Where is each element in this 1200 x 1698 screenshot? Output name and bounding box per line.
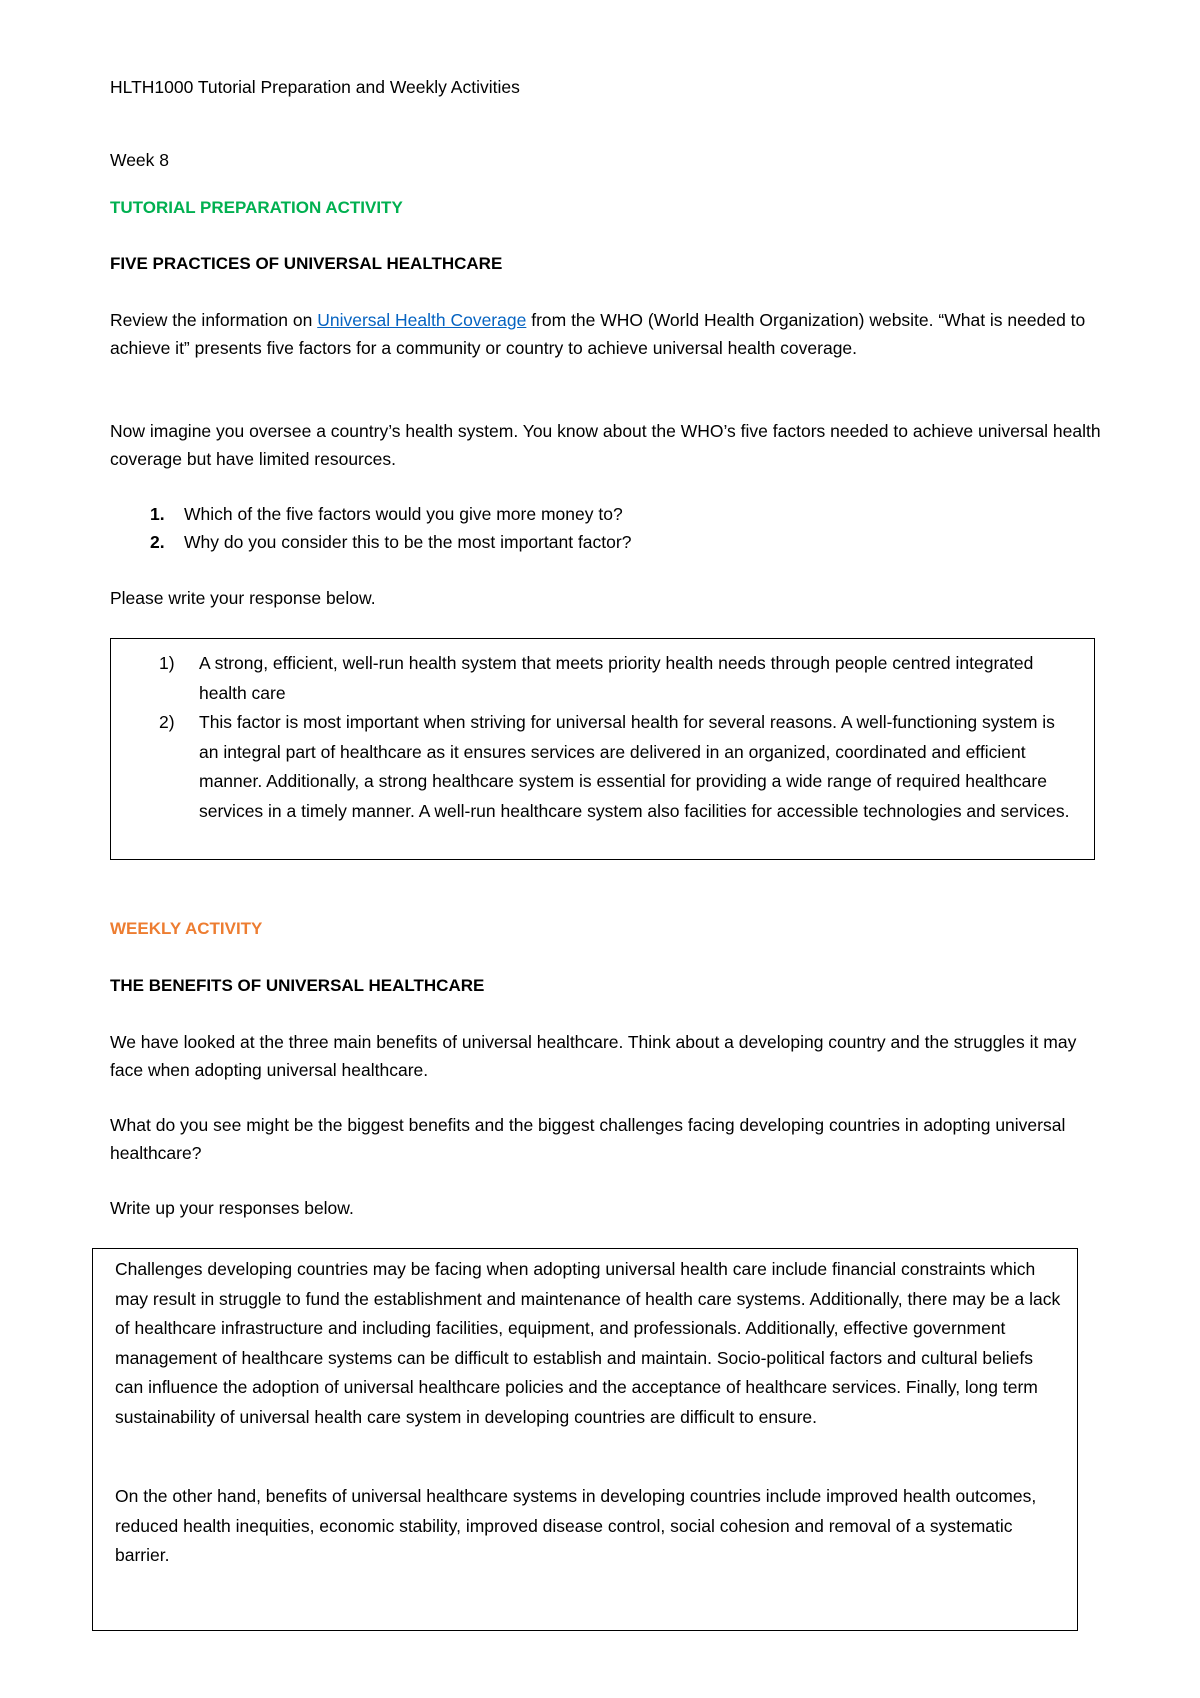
list-item xyxy=(111,649,1071,708)
intro-text-before-link: Review the information on xyxy=(110,310,318,330)
weekly-section-label: WEEKLY ACTIVITY xyxy=(110,919,263,938)
list-item xyxy=(110,528,631,556)
answer-number: 1) xyxy=(159,653,175,673)
question-list xyxy=(110,500,631,556)
question-number: 2. xyxy=(150,532,165,552)
week-label: Week 8 xyxy=(110,150,170,170)
tutorial-section-label: TUTORIAL PREPARATION ACTIVITY xyxy=(110,198,403,217)
list-item xyxy=(110,500,631,528)
response-benefits: On the other hand, benefits of universal healthcare systems in developing countries include improved health outcomes, reduced health inequities, economic stability, improved disease control, social cohesion and removal of a systematic barrier. xyxy=(115,1486,1037,1565)
tutorial-response-prompt: Please write your response below. xyxy=(110,588,376,608)
weekly-response-box[interactable] xyxy=(92,1248,1078,1631)
document-header: HLTH1000 Tutorial Preparation and Weekly Activities xyxy=(110,77,520,97)
question-number: 1. xyxy=(150,504,165,524)
tutorial-intro xyxy=(110,306,1110,362)
list-item xyxy=(111,708,1071,826)
intro-text-after-link: from the WHO (World Health Organization) website. “What is needed to achieve it” presents five factors for a community or country to achieve universal health coverage. xyxy=(110,310,1086,358)
tutorial-scenario: Now imagine you oversee a country’s health system. You know about the WHO’s five factors needed to achieve universal health coverage but have limited resources. xyxy=(110,421,1101,469)
tutorial-title: FIVE PRACTICES OF UNIVERSAL HEALTHCARE xyxy=(110,254,503,273)
tutorial-response-box[interactable] xyxy=(110,638,1095,860)
weekly-title: THE BENEFITS OF UNIVERSAL HEALTHCARE xyxy=(110,976,485,995)
answer-number: 2) xyxy=(159,712,175,732)
weekly-intro: We have looked at the three main benefits of universal healthcare. Think about a developing country and the struggles it may face when adopting universal healthcare. xyxy=(110,1032,1077,1080)
question-text: Why do you consider this to be the most important factor? xyxy=(184,532,632,552)
weekly-question: What do you see might be the biggest benefits and the biggest challenges facing developing countries in adopting universal healthcare? xyxy=(110,1115,1066,1163)
response-challenges: Challenges developing countries may be facing when adopting universal health care include financial constraints which may result in struggle to fund the establishment and maintenance of health care systems. Additionally, there may be a lack of healthcare infrastructure and including facilities, equipment, and professionals. Additionally, effective government management of healthcare systems can be difficult to establish and maintain. Socio-political factors and cultural beliefs can influence the adoption of universal healthcare policies and the acceptance of healthcare services. Finally, long term sustainability of universal health care system in developing countries are difficult to ensure. xyxy=(115,1259,1061,1427)
answer-text: This factor is most important when striving for universal health for several reasons. A well-functioning system is an integral part of healthcare as it ensures services are delivered in an organized, coordinated and efficient manner. Additionally, a strong healthcare system is essential for providing a wide range of required healthcare services in a timely manner. A well-run healthcare system also facilities for accessible technologies and services. xyxy=(199,712,1070,821)
universal-health-coverage-link[interactable]: Universal Health Coverage xyxy=(317,310,527,330)
answer-text: A strong, efficient, well-run health system that meets priority health needs through people centred integrated health care xyxy=(199,653,1034,703)
weekly-response-prompt: Write up your responses below. xyxy=(110,1198,354,1218)
answer-list xyxy=(111,649,1071,826)
question-text: Which of the five factors would you give more money to? xyxy=(184,504,623,524)
